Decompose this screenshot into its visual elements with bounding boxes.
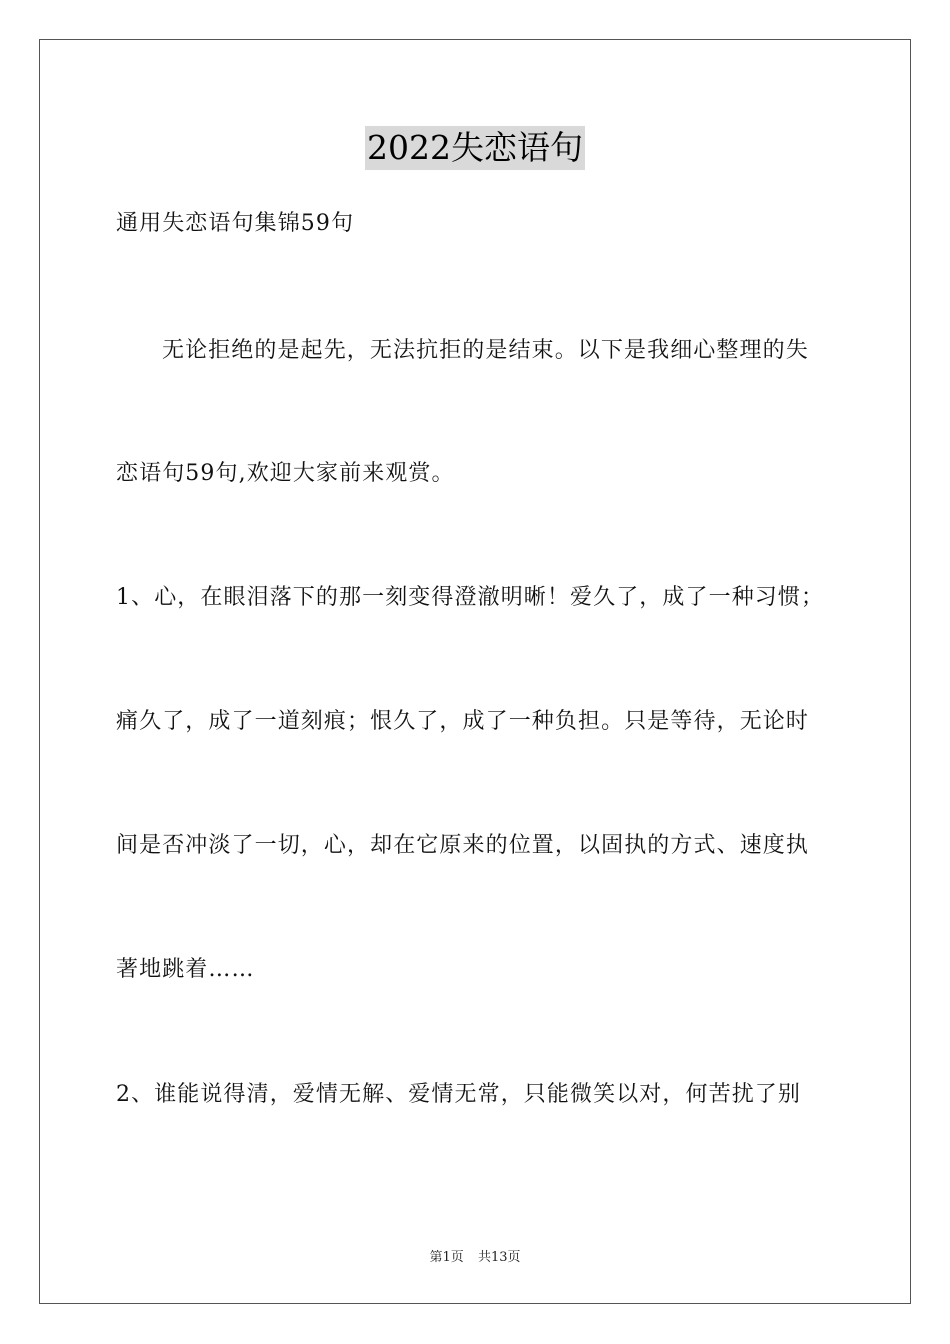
page-total: 共13页: [477, 1250, 521, 1265]
paragraph-line: 2、谁能说得清，爱情无解、爱情无常，只能微笑以对，何苦扰了别: [116, 1082, 801, 1107]
paragraph-line: 间是否冲淡了一切，心，却在它原来的位置，以固执的方式、速度执: [116, 833, 810, 858]
paragraph-line: 著地跳着……: [116, 957, 255, 982]
page-footer: [0, 1246, 950, 1265]
document-title: 2022失恋语句: [365, 126, 585, 170]
paragraph-line: 痛久了，成了一道刻痕；恨久了，成了一种负担。只是等待，无论时: [116, 709, 810, 734]
paragraph-line: 1、心，在眼泪落下的那一刻变得澄澈明晰！爱久了，成了一种习惯；: [116, 585, 825, 610]
page-number: 第1页: [429, 1250, 464, 1265]
paragraph-line: 恋语句59句,欢迎大家前来观赏。: [116, 461, 455, 486]
document-subtitle: 通用失恋语句集锦59句: [116, 211, 355, 236]
title-container: [0, 126, 950, 170]
paragraph-line: 无论拒绝的是起先，无法抗拒的是结束。以下是我细心整理的失: [162, 338, 809, 363]
